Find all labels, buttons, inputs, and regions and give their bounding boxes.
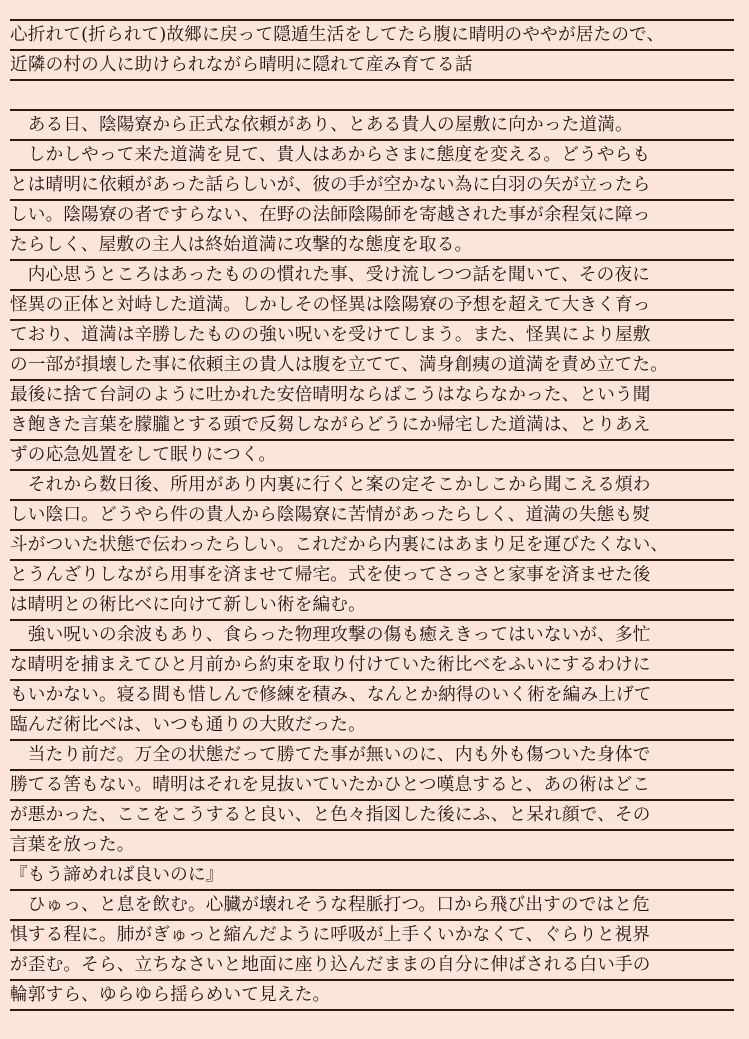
- body-line: な晴明を捕まえてひと月前から約束を取り付けていた術比べをふいにするわけに: [10, 651, 734, 681]
- body-line: 惧する程に。肺がぎゅっと縮んだように呼吸が上手くいかなくて、ぐらりと視界: [10, 921, 734, 951]
- body-line: それから数日後、所用があり内裏に行くと案の定そこかしこから聞こえる煩わ: [10, 471, 734, 501]
- body-line: ある日、陰陽寮から正式な依頼があり、とある貴人の屋敷に向かった道満。: [10, 111, 734, 141]
- body-line: 『もう諦めれば良いのに』: [10, 861, 734, 891]
- title-line-1: 心折れて(折られて)故郷に戻って隠遁生活をしてたら腹に晴明のややが居たので、: [10, 21, 734, 51]
- body-line: しい陰口。どうやら件の貴人から陰陽寮に苦情があったらしく、道満の失態も熨: [10, 501, 734, 531]
- body-line: 内心思うところはあったものの慣れた事、受け流しつつ話を聞いて、その夜に: [10, 261, 734, 291]
- body-line: 輪郭すら、ゆらゆら揺らめいて見えた。: [10, 981, 734, 1011]
- body-line: の一部が損壊した事に依頼主の貴人は腹を立てて、満身創痍の道満を責め立てた。: [10, 351, 734, 381]
- body-line: 怪異の正体と対峙した道満。しかしその怪異は陰陽寮の予想を超えて大きく育っ: [10, 291, 734, 321]
- body-line: とうんざりしながら用事を済ませて帰宅。式を使ってさっさと家事を済ませた後: [10, 561, 734, 591]
- body-line: しかしやって来た道満を見て、貴人はあからさまに態度を変える。どうやらも: [10, 141, 734, 171]
- body-line: 勝てる筈もない。晴明はそれを見抜いていたかひとつ嘆息すると、あの術はどこ: [10, 771, 734, 801]
- blank-line: [10, 81, 734, 111]
- body-line: ずの応急処置をして眠りにつく。: [10, 441, 734, 471]
- body-line: き飽きた言葉を朦朧とする頭で反芻しながらどうにか帰宅した道満は、とりあえ: [10, 411, 734, 441]
- body-line: が歪む。そら、立ちなさいと地面に座り込んだままの自分に伸ばされる白い手の: [10, 951, 734, 981]
- body-line: 最後に捨て台詞のように吐かれた安倍晴明ならばこうはならなかった、という聞: [10, 381, 734, 411]
- body-line: ており、道満は辛勝したものの強い呪いを受けてしまう。また、怪異により屋敷: [10, 321, 734, 351]
- body-line: 当たり前だ。万全の状態だって勝てた事が無いのに、内も外も傷ついた身体で: [10, 741, 734, 771]
- body-line: たらしく、屋敷の主人は終始道満に攻撃的な態度を取る。: [10, 231, 734, 261]
- body-line: は晴明との術比べに向けて新しい術を編む。: [10, 591, 734, 621]
- title-line-2: 近隣の村の人に助けられながら晴明に隠れて産み育てる話: [10, 51, 734, 81]
- body-line: とは晴明に依頼があった話らしいが、彼の手が空かない為に白羽の矢が立ったら: [10, 171, 734, 201]
- body-line: もいかない。寝る間も惜しんで修練を積み、なんとか納得のいく術を編み上げて: [10, 681, 734, 711]
- body-line: 臨んだ術比べは、いつも通りの大敗だった。: [10, 711, 734, 741]
- body-line: しい。陰陽寮の者ですらない、在野の法師陰陽師を寄越された事が余程気に障っ: [10, 201, 734, 231]
- body-line: 強い呪いの余波もあり、食らった物理攻撃の傷も癒えきってはいないが、多忙: [10, 621, 734, 651]
- body-line: 斗がついた状態で伝わったらしい。これだから内裏にはあまり足を運びたくない、: [10, 531, 734, 561]
- body-line: 言葉を放った。: [10, 831, 734, 861]
- body-line: が悪かった、ここをこうすると良い、と色々指図した後にふ、と呆れ顔で、その: [10, 801, 734, 831]
- body-line: ひゅっ、と息を飲む。心臓が壊れそうな程脈打つ。口から飛び出すのではと危: [10, 891, 734, 921]
